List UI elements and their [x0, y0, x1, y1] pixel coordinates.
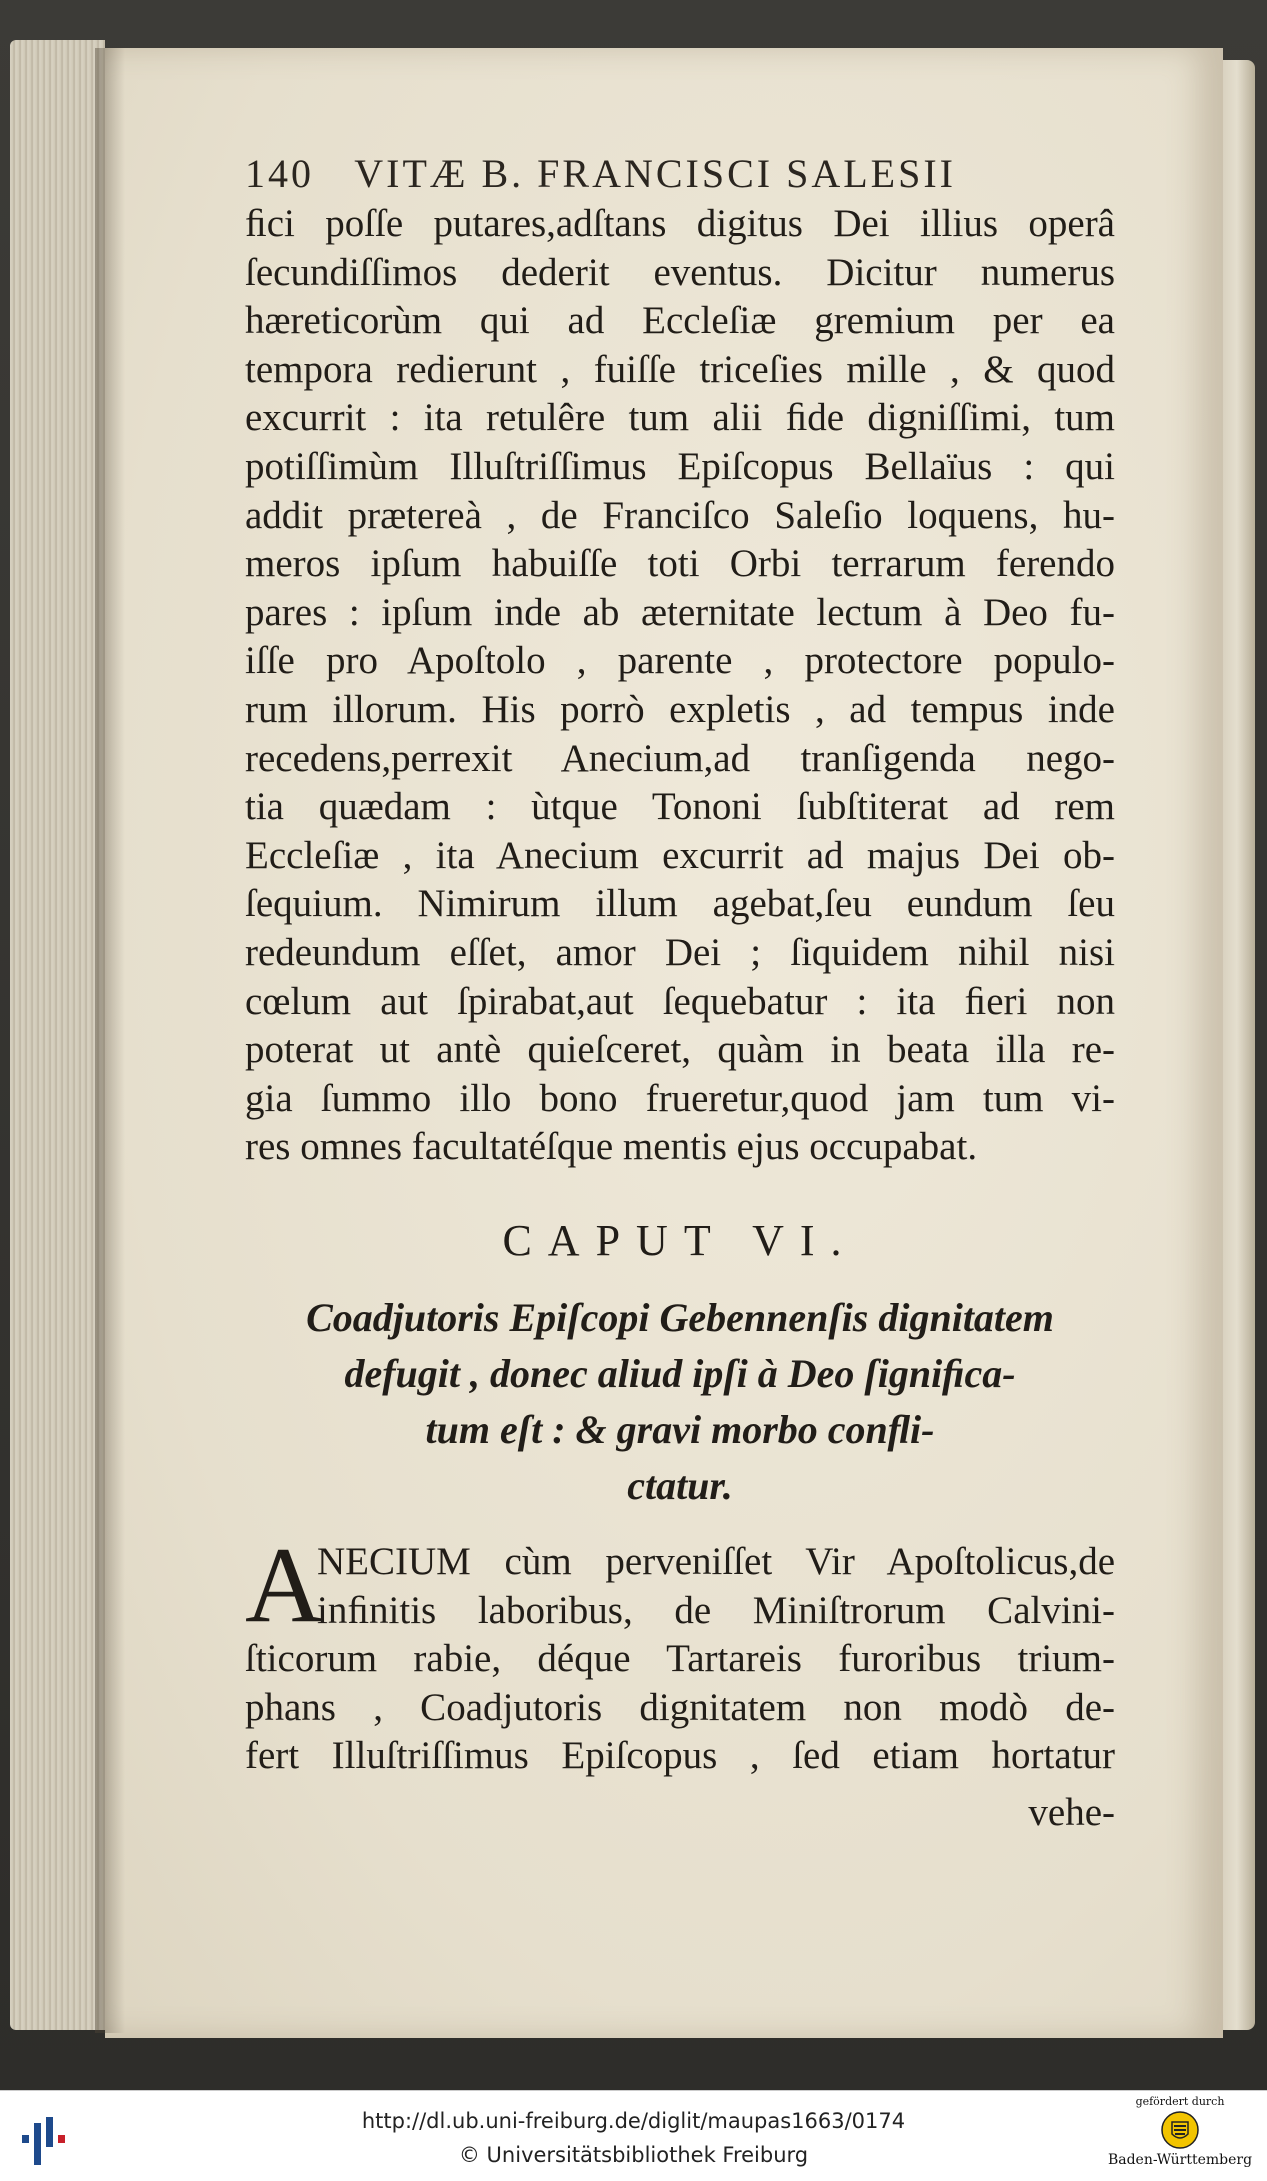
sponsor-caption: gefördert durch: [1135, 2095, 1225, 2108]
summary-line: ctatur.: [627, 1463, 733, 1508]
running-head: [245, 150, 1115, 197]
coat-of-arms-icon: [1160, 2110, 1200, 2150]
spine-shadow: [95, 48, 125, 2033]
summary-line: tum eſt : & gravi morbo conﬂi-: [425, 1407, 935, 1452]
copyright-text: © Universitätsbibliothek Freiburg: [458, 2143, 809, 2167]
chapter-summary: [240, 1290, 1120, 1514]
page-number: 140: [245, 151, 314, 196]
text-line: inﬁnitis laboribus, de Miniſtrorum Calvini-: [317, 1588, 1115, 1632]
sponsor-name: Baden-Württemberg: [1107, 2152, 1253, 2168]
text-line: excurrit : ita retulêre tum alii ﬁde digniſſimi, tum: [245, 396, 1115, 440]
text-line: phans , Coadjutoris dignitatem non modò de-: [245, 1685, 1115, 1729]
text-line: Eccleſiæ , ita Anecium excurrit ad majus Dei ob-: [245, 833, 1115, 877]
text-line: recedens,perrexit Anecium,ad tranſigenda nego-: [245, 736, 1115, 780]
main-text: [245, 200, 1115, 1172]
text-line: ſticorum rabie, déque Tartareis furoribus trium-: [245, 1637, 1115, 1681]
chapter-body: [245, 1526, 1115, 1781]
text-line: pares : ipſum inde ab æternitate lectum à Deo fu-: [245, 590, 1115, 634]
summary-line: defugit , donec aliud ipſi à Deo ſigniﬁca-: [344, 1351, 1016, 1396]
text-line: ﬁci poſſe putares,adſtans digitus Dei illius operâ: [245, 202, 1115, 245]
text-line: NECIUM cùm perveniſſet Vir Apoſtolicus,de: [317, 1540, 1115, 1583]
text-line: ſequium. Nimirum illum agebat,ſeu eundum ſeu: [245, 882, 1115, 926]
text-line: redeundum eſſet, amor Dei ; ſiquidem nihil nisi: [245, 930, 1115, 974]
text-line: ſecundiſſimos dederit eventus. Dicitur numerus: [245, 250, 1115, 294]
text-line: rum illorum. His porrò expletis , ad tempus inde: [245, 687, 1115, 731]
text-line: tia quædam : ùtque Tononi ſubſtiterat ad rem: [245, 785, 1115, 829]
permalink-url[interactable]: http://dl.ub.uni-freiburg.de/diglit/maupas1663/0174: [361, 2109, 906, 2133]
running-head-title: VITÆ B. FRANCISCI SALESII: [354, 151, 956, 196]
text-line: hæreticorùm qui ad Eccleſiæ gremium per ea: [245, 299, 1115, 343]
sponsor-block: [1100, 2095, 1260, 2179]
page-edges-left: [10, 40, 105, 2030]
text-line: potiſſimùm Illuſtriſſimus Epiſcopus Bellaïus : qui: [245, 444, 1115, 488]
text-line: res omnes facultatéſque mentis ejus occupabat.: [245, 1125, 978, 1169]
text-line: cœlum aut ſpirabat,aut ſequebatur : ita ﬁeri non: [245, 979, 1115, 1023]
catchword: vehe-: [1028, 1791, 1115, 1834]
drop-cap: A: [245, 1526, 323, 1645]
text-line: poterat ut antè quieſceret, quàm in beata illa re-: [245, 1028, 1115, 1072]
text-line: addit prætereà , de Franciſco Saleſio loquens, hu-: [245, 493, 1115, 537]
text-line: fert Illuſtriſſimus Epiſcopus , ſed etiam hortatur: [245, 1734, 1115, 1778]
text-line: iſſe pro Apoſtolo , parente , protectore populo-: [245, 639, 1115, 683]
chapter-heading: CAPUT VI.: [502, 1216, 858, 1265]
summary-line: Coadjutoris Epiſcopi Gebennenſis dignitatem: [306, 1295, 1054, 1340]
viewer-footer: [0, 2090, 1267, 2181]
text-line: tempora redierunt , fuiſſe triceſies mille , & quod: [245, 347, 1115, 391]
text-line: meros ipſum habuiſſe toti Orbi terrarum ferendo: [245, 542, 1115, 586]
text-line: gia ſummo illo bono frueretur,quod jam tum vi-: [245, 1076, 1115, 1120]
